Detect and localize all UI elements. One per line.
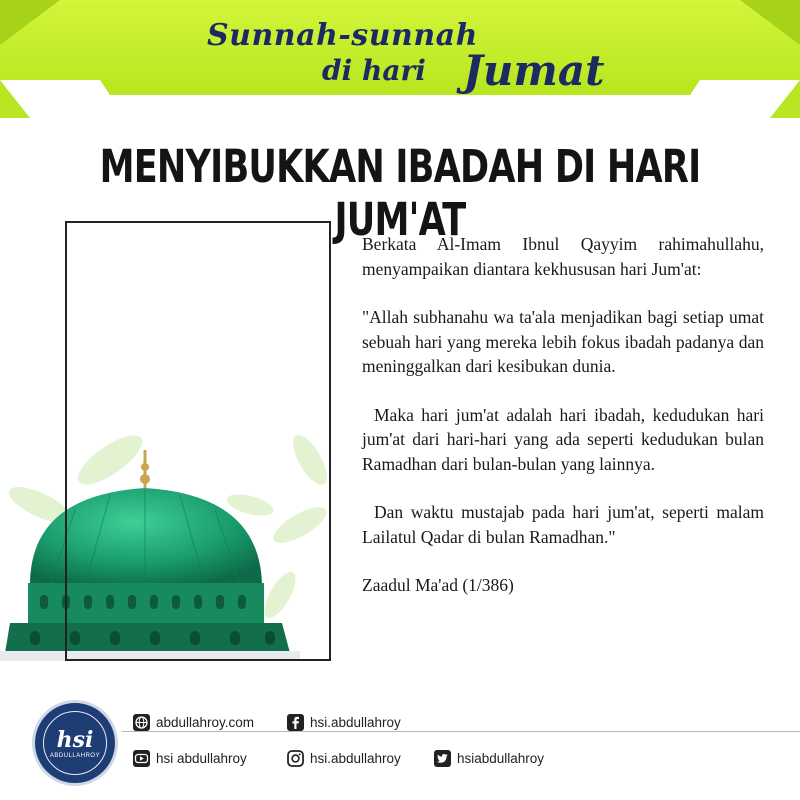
twitter-label: hsiabdullahroy (457, 751, 545, 766)
social-website[interactable] (133, 714, 254, 731)
paragraph-quote-1: "Allah subhanahu wa ta'ala menjadikan bagi setiap umat sebuah hari yang mereka lebih fokus ibadah padanya dan meninggalkan dari kesibukan dunia. (362, 307, 764, 376)
website-label: abdullahroy.com (156, 715, 255, 730)
logo-subtext: ABDULLAHROY (49, 753, 101, 759)
social-facebook[interactable] (287, 714, 401, 731)
social-youtube[interactable] (133, 750, 247, 767)
globe-icon (133, 714, 150, 731)
image-frame (65, 221, 331, 661)
paragraph-intro: Berkata Al-Imam Ibnul Qayyim rahimahullahu, menyampaikan diantara kekhususan hari Jum'at: (362, 234, 764, 279)
script-title-jumat: Jumat (463, 46, 605, 95)
instagram-label: hsi.abdullahroy (310, 751, 401, 766)
page-title: MENYIBUKKAN IBADAH DI HARI JUM'AT (99, 140, 701, 246)
source-reference: Zaadul Ma'ad (1/386) (362, 575, 514, 595)
logo-text: hsi (56, 727, 94, 753)
social-instagram[interactable] (287, 750, 401, 767)
facebook-label: hsi.abdullahroy (310, 715, 401, 730)
youtube-icon (133, 750, 150, 767)
social-twitter[interactable] (434, 750, 544, 767)
script-title-line1: Sunnah-sunnah (207, 18, 478, 53)
paragraph-quote-2: Maka hari jum'at adalah hari ibadah, kedudukan hari jum'at dari hari-hari yang ada seperti kedudukan bulan Ramadhan dari bulan-bulan yang lainnya. (362, 404, 764, 474)
paragraph-quote-3: Dan waktu mustajab pada hari jum'at, seperti malam Lailatul Qadar di bulan Ramadhan." (362, 502, 764, 547)
article-body (362, 232, 764, 622)
twitter-icon (434, 750, 451, 767)
footer-divider (122, 731, 800, 732)
facebook-icon (287, 714, 304, 731)
instagram-icon (287, 750, 304, 767)
header-banner (0, 0, 800, 118)
youtube-label: hsi abdullahroy (156, 751, 247, 766)
hsi-logo (32, 700, 118, 786)
script-title-line2: di hari (322, 54, 426, 87)
